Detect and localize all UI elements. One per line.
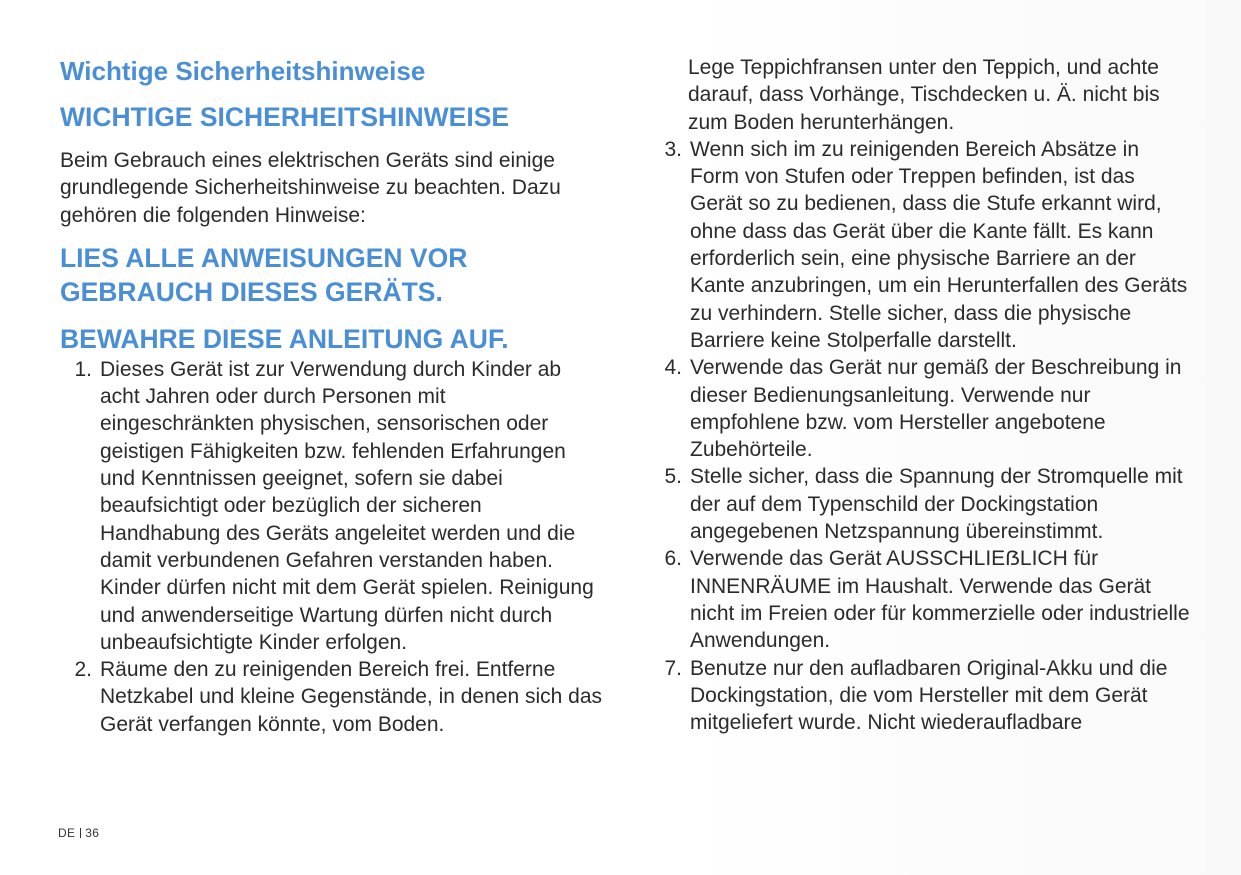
section-heading: WICHTIGE SICHERHEITSHINWEISE bbox=[60, 102, 510, 132]
item-number: 4. bbox=[664, 356, 682, 380]
intro-paragraph: Beim Gebrauch eines elektrischen Geräts sind einige grundlegende Sicherheitshinweise zu beachten. Dazu gehören die folgenden Hinweise: bbox=[60, 149, 561, 227]
list-item bbox=[60, 656, 605, 738]
item-number: 2. bbox=[74, 658, 92, 682]
item-text: Dieses Gerät ist zur Verwendung durch Kinder ab acht Jahren oder durch Personen mit eingeschränkten physischen, sensorischen oder geistigen Fähigkeiten bzw. fehlenden Erfahrungen und Kenntnissen geeignet, sofern sie dabei beaufsichtigt oder bezüglich der sicheren Handhabung des Geräts angeleitet werden und die damit verbundenen Gefahren verstanden haben. Kinder dürfen nicht mit dem Gerät spielen. Reinigung und anwenderseitige Wartung dürfen nicht durch unbeaufsichtigte Kinder erfolgen. bbox=[100, 357, 594, 654]
right-column bbox=[650, 54, 1190, 736]
left-column bbox=[60, 54, 605, 738]
list-item bbox=[650, 354, 1190, 463]
item-text: Verwende das Gerät AUSSCHLIEẞLICH für INNENRÄUME im Haushalt. Verwende das Gerät nicht im Freien oder für kommerzielle oder industrielle Anwendungen. bbox=[690, 547, 1190, 653]
footer-separator bbox=[80, 828, 81, 838]
read-all-heading: LIES ALLE ANWEISUNGEN VOR GEBRAUCH DIESES GERÄTS. bbox=[60, 242, 468, 308]
safety-list-left bbox=[60, 356, 605, 738]
list-item bbox=[650, 545, 1190, 654]
list-item bbox=[60, 356, 605, 656]
item-text: Wenn sich im zu reinigenden Bereich Absätze in Form von Stufen oder Treppen befinden, ist das Gerät so zu bedienen, dass die Stufe erkannt wird, ohne dass das Gerät über die Kante fällt. Es kann erforderlich sein, eine physische Barriere an der Kante anzubringen, um ein Herunterfallen des Geräts zu verhindern. Stelle sicher, dass die physische Barriere keine Stolperfalle darstellt. bbox=[690, 137, 1188, 352]
item-number: 7. bbox=[664, 656, 682, 680]
item-continuation: Lege Teppichfransen unter den Teppich, und achte darauf, dass Vorhänge, Tischdecken u. Ä. nicht bis zum Boden herunterhängen. bbox=[688, 56, 1160, 134]
item-number: 5. bbox=[664, 465, 682, 489]
item-text: Benutze nur den aufladbaren Original-Akku und die Dockingstation, die vom Hersteller mit dem Gerät mitgeliefert wurde. Nicht wiederaufladbare bbox=[690, 656, 1168, 735]
item-number: 6. bbox=[664, 547, 682, 571]
page-title: Wichtige Sicherheitshinweise bbox=[60, 56, 426, 86]
item-text: Räume den zu reinigenden Bereich frei. Entferne Netzkabel und kleine Gegenstände, in denen sich das Gerät verfangen könnte, vom Boden. bbox=[100, 658, 603, 736]
safety-list-right bbox=[650, 136, 1190, 737]
item-number: 3. bbox=[664, 137, 682, 161]
item-text: Stelle sicher, dass die Spannung der Stromquelle mit der auf dem Typenschild der Dockingstation angegebenen Netzspannung übereinstimmt. bbox=[690, 465, 1183, 544]
page-footer bbox=[58, 826, 99, 840]
item-number: 1. bbox=[74, 357, 92, 381]
page-number: 36 bbox=[85, 826, 100, 840]
list-item bbox=[650, 655, 1190, 737]
item-text: Verwende das Gerät nur gemäß der Beschreibung in dieser Bedienungsanleitung. Verwende nur empfohlene bzw. vom Hersteller angebotene Zubehörteile. bbox=[690, 356, 1182, 462]
list-item bbox=[650, 136, 1190, 354]
keep-manual-heading: BEWAHRE DIESE ANLEITUNG AUF. bbox=[60, 323, 509, 354]
list-item bbox=[650, 463, 1190, 545]
footer-language: DE bbox=[58, 826, 76, 840]
